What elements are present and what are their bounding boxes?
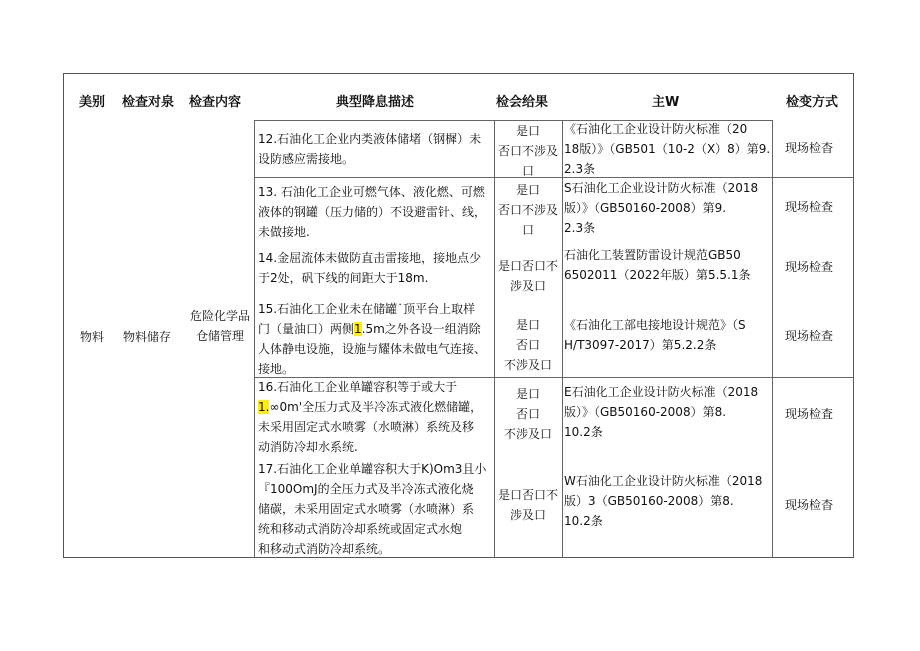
divider <box>772 120 773 558</box>
table-row-16-description: 16.石油化工企业单罐容积等于或大于 1.∞0m'全压力式及半冷冻式液化燃储罐， 未采用固定式水喷雾（水喷淋）系统及移 动消防冷却水系统. <box>258 380 483 454</box>
table-row-17-basis: W石油化工企业设计防火标准（2018 版）3（GB50160-2008）第8. 10.2条 <box>564 474 763 528</box>
header-content: 检查内容 <box>189 95 242 110</box>
table-row-14-result: 是口否口不 涉及口 <box>497 259 558 293</box>
content-value: 危险化学品 仓储管理 <box>189 309 250 343</box>
table-row-13-method: 现场检查 <box>785 200 834 214</box>
table-row-12-description: 12.石油化工企业内类液体储堵（钢樨）未 设防感应需接地。 <box>258 132 482 166</box>
table-row-16-method: 现场检査 <box>785 407 834 421</box>
header-description: 典型降息描述 <box>336 95 415 110</box>
table-row-15-description: 15.石油化工企业未在储罐˙顶平台上取样 门（量油口）两侧1.5m之外各设一组消除 人体静电设施，设施与耀体未做电气连接、 接地。 <box>258 302 487 376</box>
table-row-14-basis: 石油化工装置防雷设计规范GB50 6502011（2022年版）第5.5.1条 <box>564 248 751 282</box>
table-row-15-method: 现场检查 <box>785 329 834 343</box>
table-row-16-result: 是口 否口 不涉及口 <box>503 387 552 441</box>
header-object: 检查对泉 <box>122 95 175 110</box>
header-result: 检会给果 <box>496 95 549 110</box>
table-row-17-description: 17.石油化工企业单罐容积大于K)Om3且小 『100OmJ的全压力式及半冷冻式液化烧 储碳，未采用固定式水喷雾（水喷淋）系 统和移动式消防冷却系统或固定式水炮 和移动式消防冷却系统。 <box>258 462 487 556</box>
divider <box>254 120 255 558</box>
table-row-12-result: 是口 否口不涉及 口 <box>497 124 558 178</box>
table-row-15-result: 是口 否口 不涉及口 <box>503 318 552 372</box>
table-row-14-method: 现场检查 <box>785 260 834 274</box>
table-row-13-result: 是口 否口不涉及 口 <box>497 183 558 237</box>
table-row-12-basis: 《石油化工企业设计防火标准（20 18版）》（GB501（10-2（X）8）第9. 2.3条 <box>564 122 771 176</box>
header-method: 检变方式 <box>786 95 839 110</box>
object-value: 物料储存 <box>123 330 172 344</box>
header-category: 美别 <box>79 95 106 110</box>
divider <box>562 120 563 558</box>
table-row-14-description: 14.金屈流体未做防直击雷接地，接地点少 于2处，矾下线的间距大于18m. <box>258 251 482 285</box>
category-value: 物料 <box>80 330 105 344</box>
table-row-16-basis: E石油化工企业设计防火标准（2018 版）》（GB50160-2008）第8. 10.2条 <box>564 385 759 439</box>
header-basis: 主W <box>652 95 680 110</box>
table-row-13-basis: S石油化工企业设计防火标准（2018 版）》（GB50160-2008）第9. 2.3条 <box>564 181 759 235</box>
table-row-12-method: 现场检杳 <box>785 141 834 155</box>
table-row-17-result: 是口否口不 涉及口 <box>497 488 558 522</box>
table-row-17-method: 现场检杳 <box>785 498 834 512</box>
table-row-13-description: 13. 石油化工企业可燃气体、液化燃、可燃 液体的钢罐（压力储的）不设避雷针、线， 未做接地. <box>258 185 487 239</box>
table-row-15-basis: 《石油化工部电接地设计规范》（S H/T3097-2017）第5.2.2条 <box>564 318 746 352</box>
